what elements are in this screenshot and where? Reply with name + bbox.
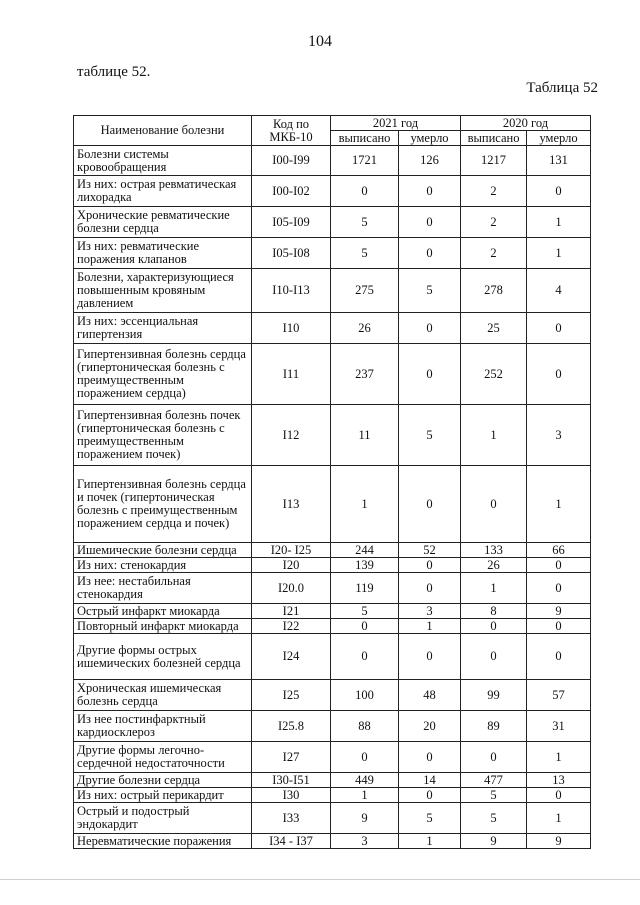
table-row (74, 466, 591, 543)
died-2020-cell: 0 (527, 573, 591, 604)
intro-text: таблице 52. (77, 64, 151, 80)
died-2020-cell: 66 (527, 543, 591, 558)
header-disease-name: Наименование болезни (74, 116, 252, 146)
discharged-2021-cell: 88 (331, 711, 399, 742)
discharged-2020-cell: 25 (461, 313, 527, 344)
discharged-2021-cell: 119 (331, 573, 399, 604)
discharged-2021-cell: 5 (331, 238, 399, 269)
died-2020-cell: 57 (527, 680, 591, 711)
disease-name-cell: Ишемические болезни сердца (74, 543, 252, 558)
disease-name-cell: Из них: острый перикардит (74, 788, 252, 803)
icd-code-cell: I10 (252, 313, 331, 344)
icd-code-cell: I33 (252, 803, 331, 834)
disease-name-cell: Болезни системы кровообращения (74, 146, 252, 176)
discharged-2020-cell: 278 (461, 269, 527, 313)
died-2021-cell: 5 (399, 269, 461, 313)
discharged-2021-cell: 100 (331, 680, 399, 711)
died-2021-cell: 0 (399, 634, 461, 680)
discharged-2020-cell: 2 (461, 238, 527, 269)
died-2020-cell: 1 (527, 207, 591, 238)
died-2020-cell: 4 (527, 269, 591, 313)
discharged-2021-cell: 0 (331, 742, 399, 773)
died-2021-cell: 0 (399, 344, 461, 405)
icd-code-cell: I05-I08 (252, 238, 331, 269)
died-2020-cell: 1 (527, 466, 591, 543)
died-2020-cell: 1 (527, 238, 591, 269)
died-2021-cell: 0 (399, 313, 461, 344)
icd-code-cell: I27 (252, 742, 331, 773)
disease-name-cell: Из нее постинфарктный кардиосклероз (74, 711, 252, 742)
table-row (74, 834, 591, 849)
died-2021-cell: 0 (399, 466, 461, 543)
table-row (74, 558, 591, 573)
table-row (74, 604, 591, 619)
discharged-2021-cell: 26 (331, 313, 399, 344)
discharged-2020-cell: 1 (461, 405, 527, 466)
icd-code-cell: I21 (252, 604, 331, 619)
icd-code-cell: I00-I99 (252, 146, 331, 176)
table-row (74, 773, 591, 788)
discharged-2020-cell: 5 (461, 803, 527, 834)
discharged-2021-cell: 237 (331, 344, 399, 405)
disease-name-cell: Острый инфаркт миокарда (74, 604, 252, 619)
table-row (74, 543, 591, 558)
died-2020-cell: 0 (527, 634, 591, 680)
disease-table (73, 115, 591, 849)
disease-name-cell: Гипертензивная болезнь сердца (гипертоническая болезнь с преимущественным поражением сердца) (74, 344, 252, 405)
table-row (74, 238, 591, 269)
page-number: 104 (308, 33, 332, 50)
discharged-2020-cell: 8 (461, 604, 527, 619)
disease-name-cell: Болезни, характеризующиеся повышенным кровяным давлением (74, 269, 252, 313)
table-row (74, 573, 591, 604)
disease-name-cell: Повторный инфаркт миокарда (74, 619, 252, 634)
table-row (74, 405, 591, 466)
header-year-2020: 2020 год (461, 116, 591, 131)
discharged-2020-cell: 2 (461, 207, 527, 238)
icd-code-cell: I22 (252, 619, 331, 634)
disease-name-cell: Из них: эссенциальная гипертензия (74, 313, 252, 344)
discharged-2021-cell: 5 (331, 604, 399, 619)
table-row (74, 146, 591, 176)
icd-code-cell: I00-I02 (252, 176, 331, 207)
icd-code-cell: I25 (252, 680, 331, 711)
table-row (74, 619, 591, 634)
discharged-2021-cell: 11 (331, 405, 399, 466)
table-row (74, 344, 591, 405)
died-2020-cell: 0 (527, 619, 591, 634)
died-2020-cell: 1 (527, 742, 591, 773)
died-2020-cell: 0 (527, 313, 591, 344)
icd-code-cell: I13 (252, 466, 331, 543)
died-2021-cell: 5 (399, 405, 461, 466)
header-year-2021: 2021 год (331, 116, 461, 131)
died-2021-cell: 1 (399, 834, 461, 849)
died-2021-cell: 20 (399, 711, 461, 742)
died-2021-cell: 5 (399, 803, 461, 834)
died-2020-cell: 131 (527, 146, 591, 176)
disease-name-cell: Из нее: нестабильная стенокардия (74, 573, 252, 604)
discharged-2020-cell: 5 (461, 788, 527, 803)
discharged-2020-cell: 0 (461, 742, 527, 773)
table-body (74, 146, 591, 849)
table-row (74, 176, 591, 207)
page-bottom-rule (0, 879, 640, 880)
died-2021-cell: 0 (399, 558, 461, 573)
disease-name-cell: Другие формы острых ишемических болезней сердца (74, 634, 252, 680)
died-2020-cell: 3 (527, 405, 591, 466)
died-2021-cell: 0 (399, 742, 461, 773)
disease-name-cell: Неревматические поражения (74, 834, 252, 849)
icd-code-cell: I30-I51 (252, 773, 331, 788)
icd-code-cell: I05-I09 (252, 207, 331, 238)
icd-code-cell: I24 (252, 634, 331, 680)
table-caption: Таблица 52 (526, 80, 598, 96)
table-row (74, 788, 591, 803)
discharged-2020-cell: 0 (461, 619, 527, 634)
discharged-2020-cell: 1217 (461, 146, 527, 176)
died-2020-cell: 13 (527, 773, 591, 788)
died-2021-cell: 0 (399, 788, 461, 803)
icd-code-cell: I10-I13 (252, 269, 331, 313)
discharged-2020-cell: 26 (461, 558, 527, 573)
icd-code-cell: I30 (252, 788, 331, 803)
header-icd-code: Код по МКБ-10 (252, 116, 331, 146)
discharged-2021-cell: 0 (331, 176, 399, 207)
discharged-2021-cell: 9 (331, 803, 399, 834)
discharged-2020-cell: 0 (461, 634, 527, 680)
table-row (74, 680, 591, 711)
table-row (74, 634, 591, 680)
table-row (74, 742, 591, 773)
discharged-2021-cell: 0 (331, 619, 399, 634)
died-2021-cell: 0 (399, 238, 461, 269)
header-died-2020: умерло (527, 131, 591, 146)
died-2021-cell: 126 (399, 146, 461, 176)
discharged-2021-cell: 449 (331, 773, 399, 788)
icd-code-cell: I11 (252, 344, 331, 405)
table-row (74, 269, 591, 313)
died-2020-cell: 1 (527, 803, 591, 834)
died-2020-cell: 0 (527, 788, 591, 803)
died-2020-cell: 0 (527, 176, 591, 207)
table-row (74, 711, 591, 742)
discharged-2020-cell: 9 (461, 834, 527, 849)
died-2020-cell: 9 (527, 604, 591, 619)
disease-name-cell: Хронические ревматические болезни сердца (74, 207, 252, 238)
discharged-2021-cell: 244 (331, 543, 399, 558)
disease-name-cell: Другие формы легочно-сердечной недостаточности (74, 742, 252, 773)
died-2021-cell: 0 (399, 207, 461, 238)
disease-name-cell: Из них: острая ревматическая лихорадка (74, 176, 252, 207)
header-died-2021: умерло (399, 131, 461, 146)
died-2020-cell: 0 (527, 344, 591, 405)
died-2021-cell: 48 (399, 680, 461, 711)
icd-code-cell: I12 (252, 405, 331, 466)
died-2020-cell: 31 (527, 711, 591, 742)
died-2021-cell: 14 (399, 773, 461, 788)
discharged-2020-cell: 1 (461, 573, 527, 604)
icd-code-cell: I20- I25 (252, 543, 331, 558)
discharged-2021-cell: 1721 (331, 146, 399, 176)
discharged-2021-cell: 275 (331, 269, 399, 313)
icd-code-cell: I20.0 (252, 573, 331, 604)
discharged-2020-cell: 0 (461, 466, 527, 543)
died-2021-cell: 0 (399, 176, 461, 207)
died-2020-cell: 9 (527, 834, 591, 849)
disease-name-cell: Гипертензивная болезнь почек (гипертоническая болезнь с преимущественным поражением почек) (74, 405, 252, 466)
discharged-2021-cell: 139 (331, 558, 399, 573)
disease-name-cell: Хроническая ишемическая болезнь сердца (74, 680, 252, 711)
icd-code-cell: I20 (252, 558, 331, 573)
died-2021-cell: 3 (399, 604, 461, 619)
table-row (74, 207, 591, 238)
disease-name-cell: Острый и подострый эндокардит (74, 803, 252, 834)
discharged-2021-cell: 1 (331, 466, 399, 543)
discharged-2020-cell: 99 (461, 680, 527, 711)
disease-name-cell: Из них: стенокардия (74, 558, 252, 573)
header-discharged-2020: выписано (461, 131, 527, 146)
table-row (74, 313, 591, 344)
died-2020-cell: 0 (527, 558, 591, 573)
disease-name-cell: Из них: ревматические поражения клапанов (74, 238, 252, 269)
discharged-2020-cell: 477 (461, 773, 527, 788)
discharged-2020-cell: 252 (461, 344, 527, 405)
table-row (74, 803, 591, 834)
header-discharged-2021: выписано (331, 131, 399, 146)
died-2021-cell: 52 (399, 543, 461, 558)
died-2021-cell: 1 (399, 619, 461, 634)
icd-code-cell: I34 - I37 (252, 834, 331, 849)
icd-code-cell: I25.8 (252, 711, 331, 742)
disease-name-cell: Гипертензивная болезнь сердца и почек (гипертоническая болезнь с преимущественным поражением сердца и почек) (74, 466, 252, 543)
discharged-2020-cell: 133 (461, 543, 527, 558)
discharged-2021-cell: 1 (331, 788, 399, 803)
discharged-2021-cell: 0 (331, 634, 399, 680)
discharged-2021-cell: 5 (331, 207, 399, 238)
discharged-2020-cell: 89 (461, 711, 527, 742)
table-header (74, 116, 591, 146)
died-2021-cell: 0 (399, 573, 461, 604)
discharged-2020-cell: 2 (461, 176, 527, 207)
discharged-2021-cell: 3 (331, 834, 399, 849)
disease-name-cell: Другие болезни сердца (74, 773, 252, 788)
